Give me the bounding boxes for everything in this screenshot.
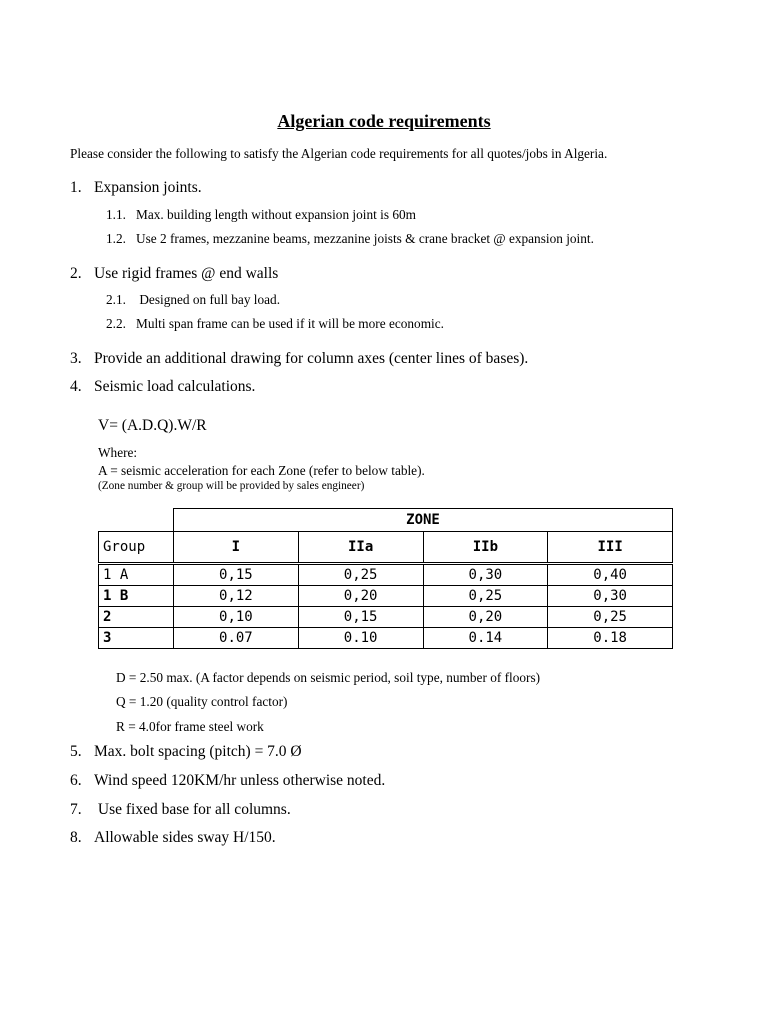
zone-table [98,508,673,649]
value-cell: 0.07 [174,628,299,649]
table-row [99,586,673,607]
value-cell: 0,30 [548,586,673,607]
value-cell: 0,25 [548,607,673,628]
sub-list-item: 2.2. Multi span frame can be used if it will be more economic. [106,316,444,331]
column-header: I [174,532,299,564]
list-item: 3. Provide an additional drawing for column axes (center lines of bases). [70,350,529,367]
table-row [99,564,673,586]
list-item: 7. Use fixed base for all columns. [70,801,291,818]
value-cell: 0,15 [298,607,423,628]
value-cell: 0.14 [423,628,548,649]
value-cell: 0.10 [298,628,423,649]
group-cell: 1 B [99,586,174,607]
intro-text: Please consider the following to satisfy the Algerian code requirements for all quotes/jobs in Algeria. [70,146,608,161]
q-definition: Q = 1.20 (quality control factor) [116,694,288,709]
list-item: 4. Seismic load calculations. [70,378,256,395]
column-header: IIb [423,532,548,564]
group-cell: 1 A [99,564,174,586]
a-definition: A = seismic acceleration for each Zone (refer to below table). [98,463,425,478]
table-row [99,628,673,649]
value-cell: 0,20 [423,607,548,628]
value-cell: 0.18 [548,628,673,649]
sub-list-item: 1.1. Max. building length without expansion joint is 60m [106,207,416,222]
list-item: 8. Allowable sides sway H/150. [70,829,276,846]
list-item: 1. Expansion joints. [70,179,202,196]
group-header: Group [99,532,174,564]
zone-header: ZONE [174,509,673,532]
column-header: III [548,532,673,564]
column-header: IIa [298,532,423,564]
table-row [99,607,673,628]
zone-note: (Zone number & group will be provided by sales engineer) [98,480,365,492]
list-item: 5. Max. bolt spacing (pitch) = 7.0 Ø [70,743,302,760]
list-item: 6. Wind speed 120KM/hr unless otherwise noted. [70,772,386,789]
group-cell: 3 [99,628,174,649]
value-cell: 0,40 [548,564,673,586]
sub-list-item: 2.1. Designed on full bay load. [106,292,281,307]
r-definition: R = 4.0for frame steel work [116,719,264,734]
value-cell: 0,30 [423,564,548,586]
sub-list-item: 1.2. Use 2 frames, mezzanine beams, mezzanine joists & crane bracket @ expansion joint. [106,231,594,246]
value-cell: 0,12 [174,586,299,607]
value-cell: 0,10 [174,607,299,628]
where-label: Where: [98,445,138,460]
page-title: Algerian code requirements [277,111,491,131]
value-cell: 0,25 [423,586,548,607]
list-item: 2. Use rigid frames @ end walls [70,265,279,282]
value-cell: 0,25 [298,564,423,586]
value-cell: 0,20 [298,586,423,607]
value-cell: 0,15 [174,564,299,586]
group-cell: 2 [99,607,174,628]
seismic-formula: V= (A.D.Q).W/R [98,417,207,434]
d-definition: D = 2.50 max. (A factor depends on seismic period, soil type, number of floors) [116,670,541,685]
